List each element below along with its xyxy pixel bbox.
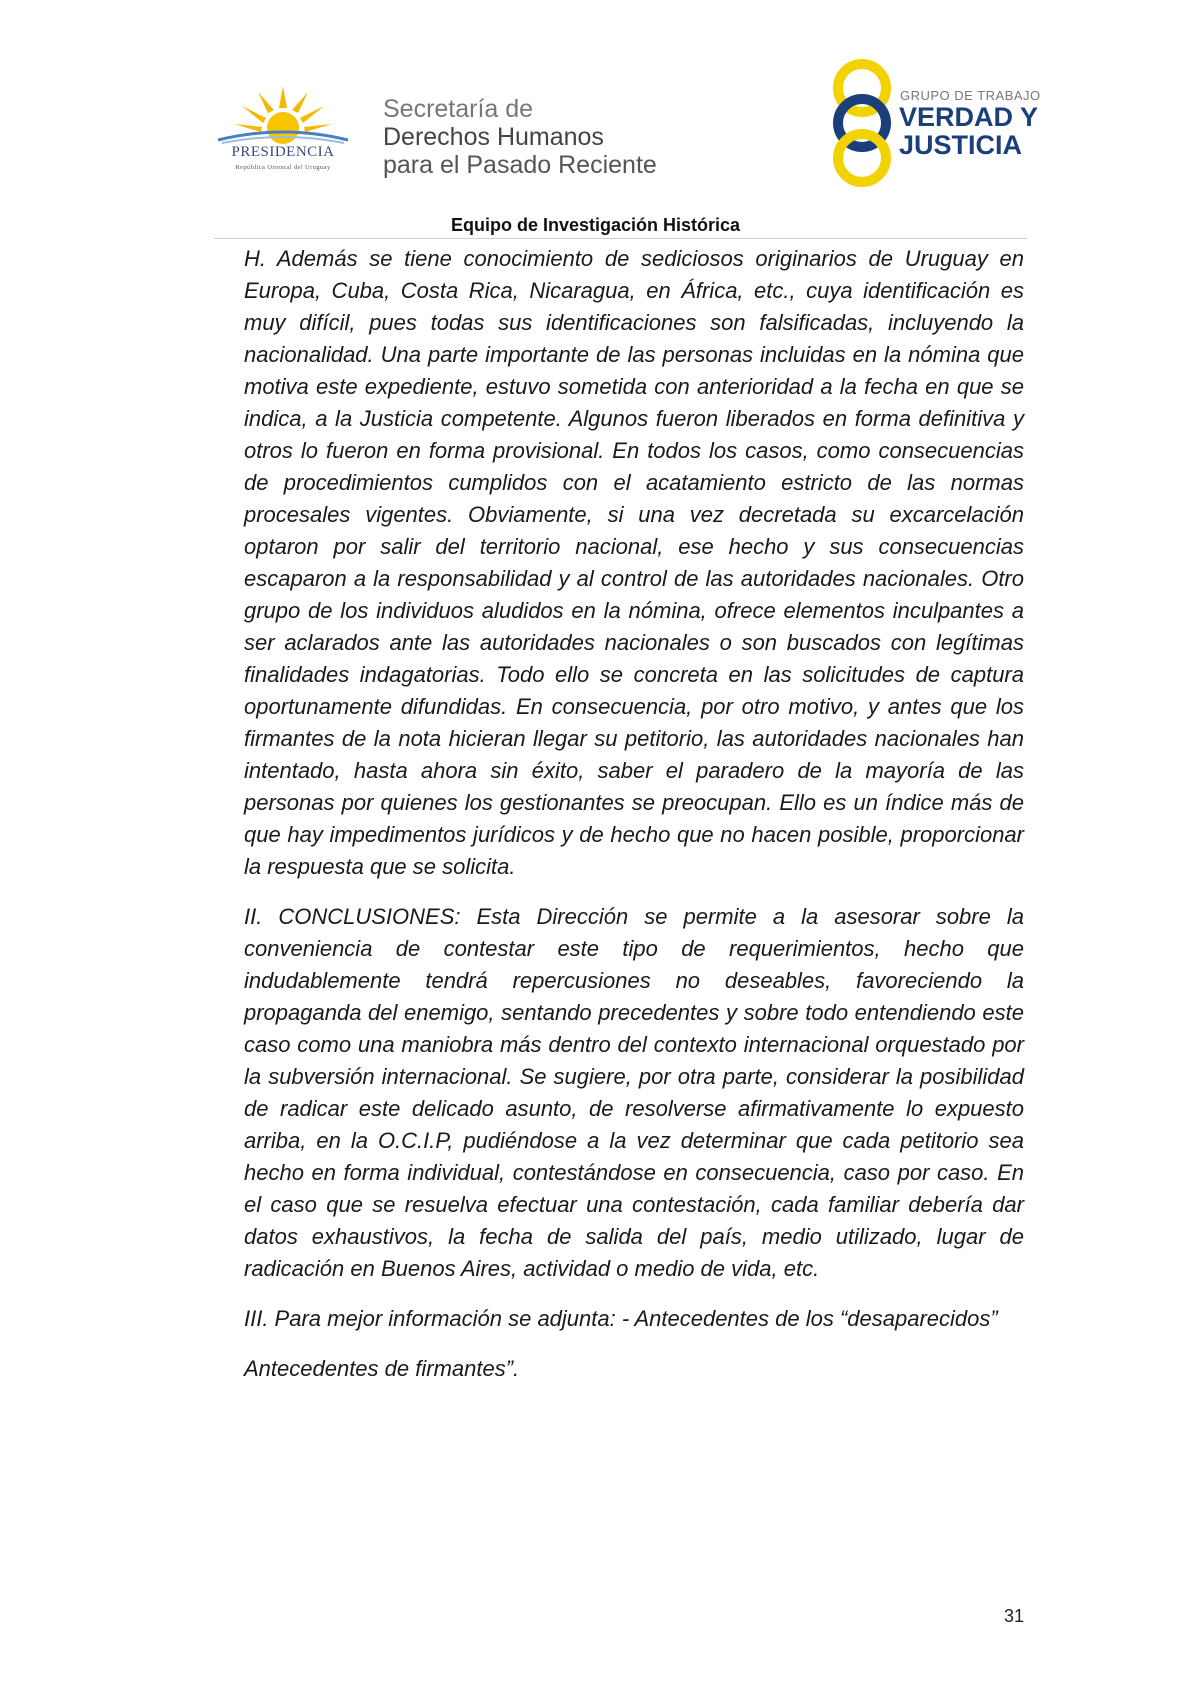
grupo-title-line-2: JUSTICIA	[899, 130, 1023, 160]
document-body	[244, 243, 1024, 1403]
grupo-title-line-1: VERDAD Y	[899, 102, 1039, 132]
presidencia-logo	[208, 84, 358, 174]
interlinked-rings-icon	[822, 58, 902, 188]
presidencia-subtitle: República Oriental del Uruguay	[235, 164, 331, 171]
secretaria-line-3: para el Pasado Reciente	[383, 151, 657, 179]
header-divider	[214, 238, 1027, 239]
paragraph-firmantes: Antecedentes de firmantes”.	[244, 1356, 520, 1381]
secretaria-title-block	[383, 95, 703, 179]
team-title: Equipo de Investigación Histórica	[450, 215, 741, 235]
paragraph-conclusiones: II. CONCLUSIONES: Esta Dirección se permite a la asesorar sobre la conveniencia de contestar este tipo de requerimientos, hecho que indudablemente tendrá repercusiones no deseables, favoreciendo la propaganda del enemigo, sentando precedentes y sobre todo entendiendo este caso como una maniobra más dentro del contexto internacional orquestado por la subversión internacional. Se sugiere, por otra parte, considerar la posibilidad de radicar este delicado asunto, de resolverse afirmativamente lo expuesto arriba, en la O.C.I.P, pudiéndose a la vez determinar que cada petitorio sea hecho en forma individual, contestándose en consecuencia, caso por caso. En el caso que se resuelva efectuar una contestación, cada familiar debería dar datos exhaustivos, la fecha de salida del país, medio utilizado, lugar de radicación en Buenos Aires, actividad o medio de vida, etc.	[244, 904, 1024, 1281]
secretaria-line-2: Derechos Humanos	[383, 123, 604, 151]
sun-emblem-icon	[208, 84, 358, 144]
secretaria-line-1: Secretaría de	[383, 95, 534, 123]
paragraph-adjunta: III. Para mejor información se adjunta: - Antecedentes de los “desaparecidos”	[244, 1306, 998, 1331]
page-header	[0, 0, 1191, 240]
grupo-trabajo-logo	[822, 58, 1052, 188]
paragraph-h: H. Además se tiene conocimiento de sediciosos originarios de Uruguay en Europa, Cuba, Costa Rica, Nicaragua, en África, etc., cuya identificación es muy difícil, pues todas sus identificaciones son falsificadas, incluyendo la nacionalidad. Una parte importante de las personas incluidas en la nómina que motiva este expediente, estuvo sometida con anterioridad a la fecha en que se indica, a la Justicia competente. Algunos fueron liberados en forma definitiva y otros lo fueron en forma provisional. En todos los casos, como consecuencias de procedimientos cumplidos con el acatamiento estricto de las normas procesales vigentes. Obviamente, si una vez decretada su excarcelación optaron por salir del territorio nacional, ese hecho y sus consecuencias escaparon a la responsabilidad y al control de las autoridades nacionales. Otro grupo de los individuos aludidos en la nómina, ofrece elementos inculpantes a ser aclarados ante las autoridades nacionales o son buscados con legítimas finalidades indagatorias. Todo ello se concreta en las solicitudes de captura oportunamente difundidas. En consecuencia, por otro motivo, y antes que los firmantes de la nota hicieran llegar su petitorio, las autoridades nacionales han intentado, hasta ahora sin éxito, saber el paradero de la mayoría de las personas por quienes los gestionantes se preocupan. Ello es un índice más de que hay impedimentos jurídicos y de hecho que no hacen posible, proporcionar la respuesta que se solicita.	[244, 246, 1024, 879]
grupo-label: GRUPO DE TRABAJO	[900, 88, 1041, 103]
page-number: 31	[1004, 1606, 1025, 1626]
presidencia-title: PRESIDENCIA	[231, 144, 335, 160]
